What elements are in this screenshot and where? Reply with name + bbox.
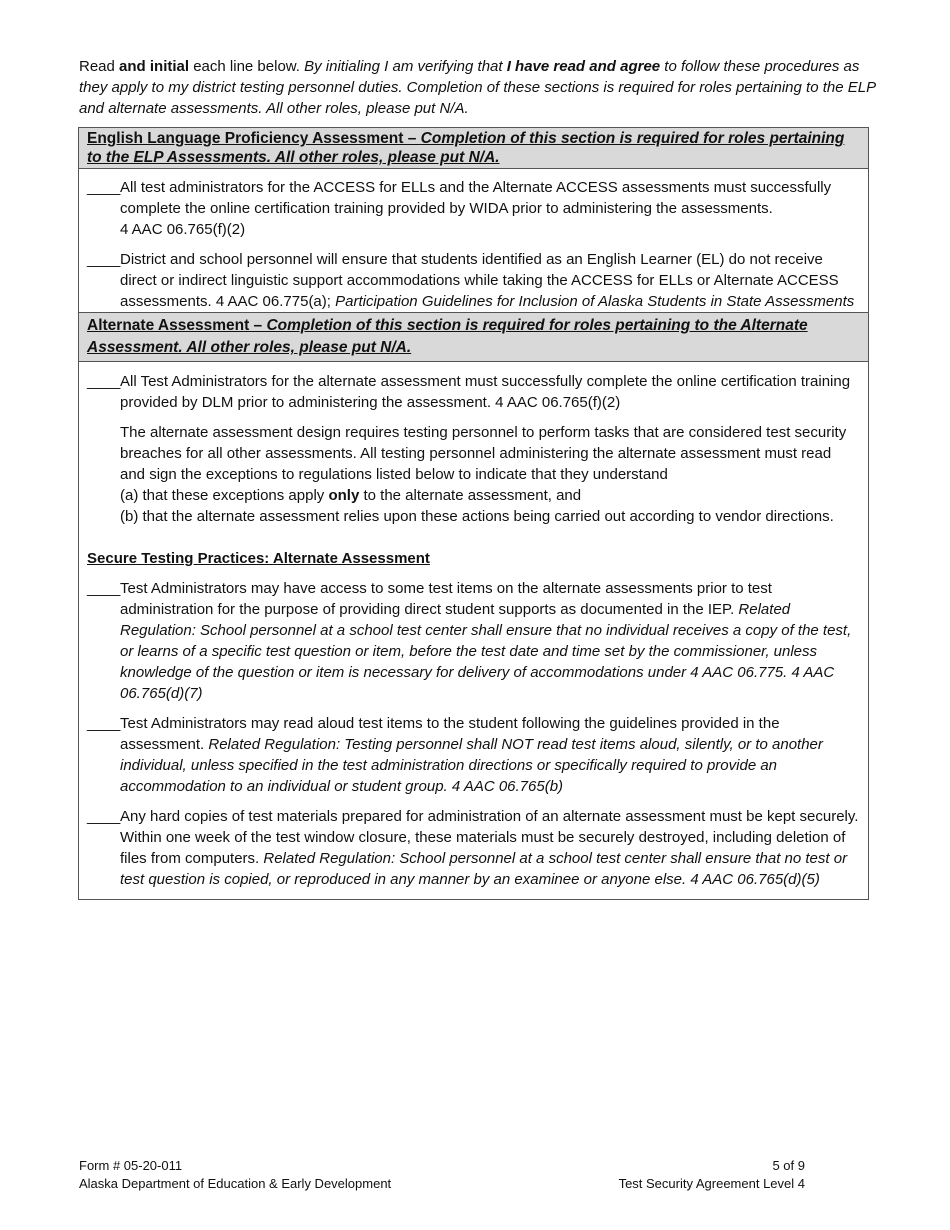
elp-section-heading: English Language Proficiency Assessment – Completion of this section is required for roles pertaining to the ELP Assessments. All other roles, please put N/A. <box>79 128 868 169</box>
alt-item-1 <box>87 371 860 413</box>
intro-bold-italic-text: I have read and agree <box>506 58 661 75</box>
elp-item-1 <box>87 177 860 240</box>
item-text: All test administrators for the ACCESS for ELLs and the Alternate ACCESS assessments must successfully complete the online certification training provided by WIDA prior to administering the assessments. <box>120 179 832 217</box>
form-number: Form # 05-20-011 <box>79 1158 183 1173</box>
footer-right <box>619 1157 805 1193</box>
elp-item-2 <box>87 249 860 312</box>
item-text: All Test Administrators for the alternate assessment must successfully complete the online certification training provided by DLM prior to administering the assessment. 4 AAC 06.765(f)(2) <box>120 373 851 411</box>
related-regulation: Related Regulation: Testing personnel shall NOT read test items aloud, silently, or to another individual, unless specified in the test administration directions or specifically required to provide an accommodation to an individual or student group. 4 AAC 06.765(b) <box>120 736 823 795</box>
elp-section <box>79 169 868 312</box>
department-name: Alaska Department of Education & Early Development <box>79 1176 392 1191</box>
initial-blank[interactable]: ____ <box>87 251 121 268</box>
initial-blank[interactable]: ____ <box>87 715 121 732</box>
item-text: Test Administrators may have access to some test items on the alternate assessments prior to test administration for the purpose of providing direct student supports as documented in the IEP. <box>120 580 772 618</box>
secure-practices-subheading: Secure Testing Practices: Alternate Assessment <box>87 550 430 567</box>
page-number: 5 of 9 <box>772 1158 805 1173</box>
practice-item-1 <box>87 578 860 704</box>
item-italic-text: Participation Guidelines for Inclusion of Alaska Students in State Assessments <box>335 293 855 310</box>
alt-section-heading: Alternate Assessment – Completion of this section is required for roles pertaining to the Alternate Assessment. All other roles, please put N/A. <box>79 312 868 362</box>
item-text: Any hard copies of test materials prepared for administration of an alternate assessment must be kept securely. Within one week of the test window closure, these materials must be securely destroyed, including deletion of files from computers. <box>120 808 859 867</box>
initial-blank[interactable]: ____ <box>87 580 121 597</box>
item-text: District and school personnel will ensure that students identified as an English Learner (EL) do not receive direct or indirect linguistic support accommodations while taking the ACCESS for ELLs or Alternate ACCESS assessments. 4 AAC 06.775(a); <box>120 251 839 310</box>
intro-text: each line below. <box>189 58 305 75</box>
item-reference: 4 AAC 06.765(f)(2) <box>120 221 246 238</box>
intro-bold-text: and initial <box>119 58 190 75</box>
exception-a: (a) that these exceptions apply only to the alternate assessment, and <box>120 487 582 504</box>
practice-item-3 <box>87 806 860 890</box>
initial-blank[interactable]: ____ <box>87 373 121 390</box>
intro-instructions <box>79 56 879 119</box>
document-title: Test Security Agreement Level 4 <box>618 1176 805 1191</box>
item-text: Test Administrators may read aloud test items to the student following the guidelines provided in the assessment. <box>120 715 780 753</box>
intro-text: Read <box>79 58 120 75</box>
alt-section <box>79 362 868 890</box>
related-regulation: Related Regulation: School personnel at a school test center shall ensure that no individual receives a copy of the test, or learns of a specific test question or item, before the test date and time set by the commissioner, unless knowledge of the question or item is necessary for delivery of accommodations under 4 AAC 06.775. 4 AAC 06.765(d)(7) <box>120 601 852 702</box>
related-regulation: Related Regulation: School personnel at a school test center shall ensure that no test or test question is copied, or reproduced in any manner by an examinee or anyone else. 4 AAC 06.765(d)(5) <box>120 850 848 888</box>
initial-blank[interactable]: ____ <box>87 179 121 196</box>
initial-blank[interactable]: ____ <box>87 808 121 825</box>
agreement-table <box>78 127 869 900</box>
alt-design-paragraph: The alternate assessment design requires testing personnel to perform tasks that are considered test security breaches for all other assessments. All testing personnel administering the alternate assessment must read and sign the exceptions to regulations listed below to indicate that they understand (a) that these exceptions apply only to the alternate assessment, and (b) that the alternate assessment relies upon these actions being carried out according to vendor directions. <box>87 422 860 527</box>
intro-italic-text: to follow these procedures as they apply to my district testing personnel duties. Completion of these sections is required for roles pertaining to the ELP and alternate assessments. All other roles, please put N/A. <box>79 58 876 117</box>
footer-left <box>79 1157 391 1193</box>
exception-b: (b) that the alternate assessment relies upon these actions being carried out according to vendor directions. <box>120 508 834 525</box>
practice-item-2 <box>87 713 860 797</box>
intro-italic-text: By initialing I am verifying that <box>304 58 507 75</box>
